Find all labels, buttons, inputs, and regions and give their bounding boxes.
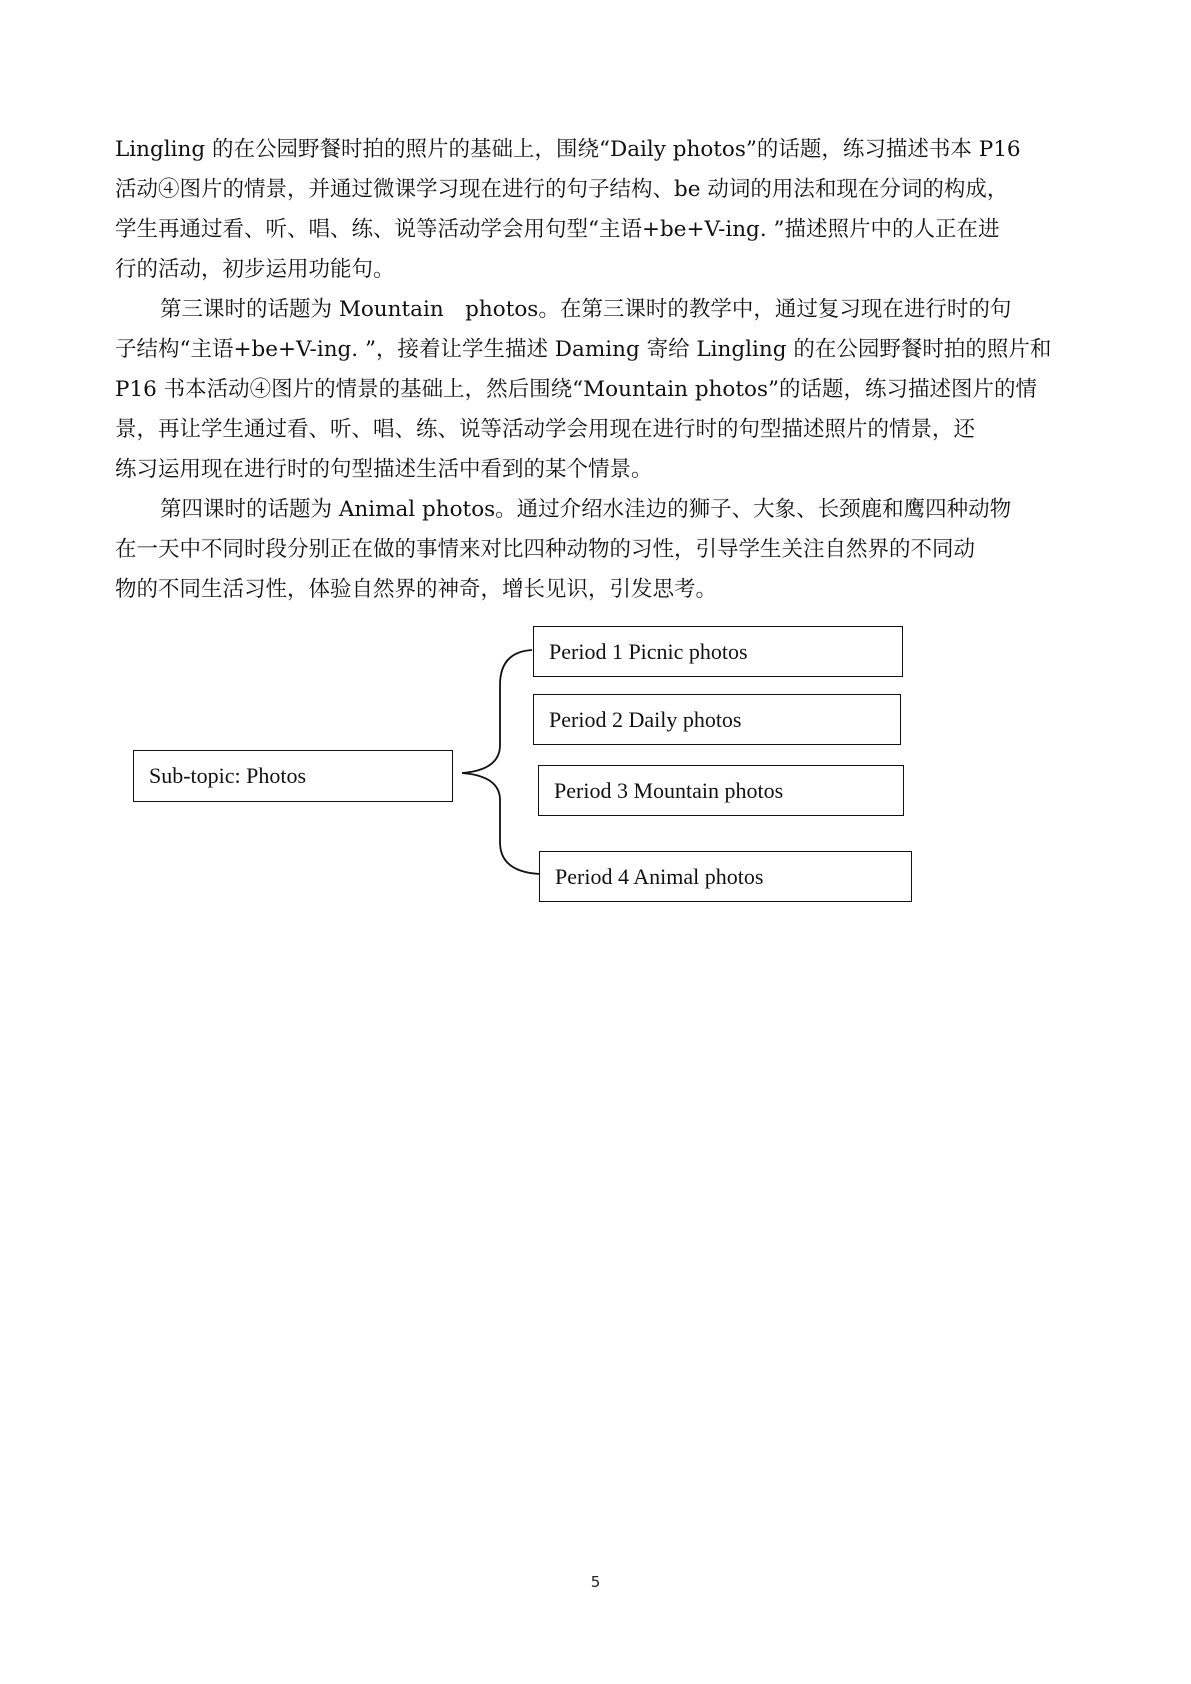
text-line: 第四课时的话题为 Animal photos。通过介绍水洼边的狮子、大象、长颈鹿和鹰四种动物 (160, 497, 1012, 522)
text-line: 物的不同生活习性，体验自然界的神奇，增长见识，引发思考。 (115, 577, 718, 602)
page-number: 5 (590, 1573, 601, 1591)
period-label: Period 3 Mountain photos (554, 777, 784, 803)
period-label: Period 4 Animal photos (555, 863, 764, 889)
text-line: 第三课时的话题为 Mountain photos。在第三课时的教学中，通过复习现在进行时的句 (160, 297, 1012, 322)
period-box (533, 626, 903, 677)
text-line: 行的活动，初步运用功能句。 (115, 257, 395, 282)
period-label: Period 2 Daily photos (549, 706, 742, 732)
text-line: 在一天中不同时段分别正在做的事情来对比四种动物的习性，引导学生关注自然界的不同动 (115, 537, 976, 562)
root-topic-box (133, 750, 453, 802)
period-box (533, 694, 901, 745)
period-box (539, 851, 912, 902)
text-line: 子结构“主语+be+V-ing. ”，接着让学生描述 Daming 寄给 Lingling 的在公园野餐时拍的照片和 (115, 337, 1052, 362)
text-line: 练习运用现在进行时的句型描述生活中看到的某个情景。 (115, 457, 653, 482)
text-line: P16 书本活动④图片的情景的基础上，然后围绕“Mountain photos”的话题，练习描述图片的情 (115, 377, 1037, 402)
text-line: 学生再通过看、听、唱、练、说等活动学会用句型“主语+be+V-ing. ”描述照片中的人正在进 (115, 217, 1000, 242)
text-line: Lingling 的在公园野餐时拍的照片的基础上，围绕“Daily photos”的话题，练习描述书本 P16 (115, 137, 1021, 162)
period-label: Period 1 Picnic photos (549, 638, 748, 664)
period-box (538, 765, 904, 816)
text-line: 活动④图片的情景，并通过微课学习现在进行的句子结构、be 动词的用法和现在分词的构成， (115, 177, 1009, 202)
root-topic-label: Sub-topic: Photos (149, 763, 307, 788)
text-line: 景，再让学生通过看、听、唱、练、说等活动学会用现在进行时的句型描述照片的情景，还 (115, 417, 976, 442)
